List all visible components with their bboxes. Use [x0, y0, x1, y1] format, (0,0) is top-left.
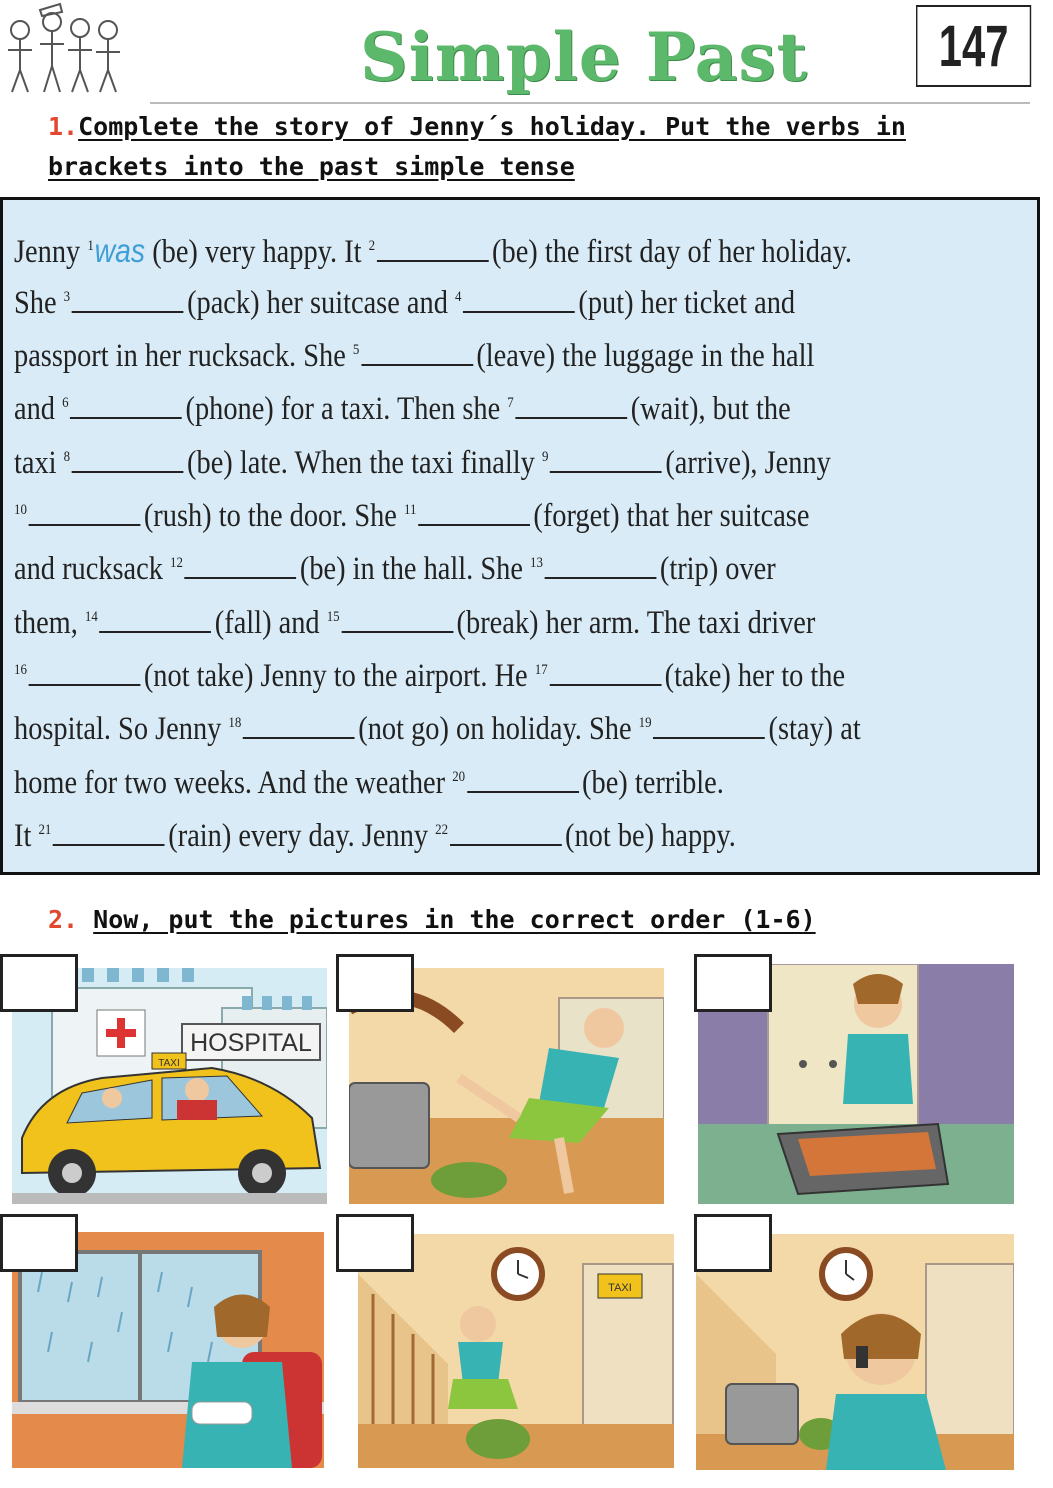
story-text: (be) late. When the taxi finally	[187, 445, 542, 481]
story-line	[14, 711, 861, 748]
exercise1-instruction-text1: Complete the story of Jenny´s holiday. Put the verbs in	[78, 112, 906, 141]
gap-number: 20	[452, 769, 466, 785]
answer-blank[interactable]	[467, 769, 579, 793]
story-text: and rucksack	[14, 551, 171, 587]
gap-number: 7	[507, 395, 514, 411]
story-text: (put) her ticket and	[578, 285, 796, 321]
story-text: (arrive), Jenny	[665, 445, 831, 481]
answer-blank[interactable]	[70, 395, 182, 419]
gap-number: 8	[63, 449, 71, 465]
story-text: (take) her to the	[664, 658, 846, 694]
order-box-1[interactable]	[0, 954, 78, 1012]
answer-blank[interactable]	[100, 609, 212, 633]
order-box-5[interactable]	[336, 1214, 414, 1272]
order-box-3[interactable]	[694, 954, 772, 1012]
header-divider	[150, 102, 1030, 104]
gap-number: 5	[352, 342, 360, 358]
gap-number: 9	[541, 449, 549, 465]
gap-number: 3	[63, 289, 71, 305]
answer-blank[interactable]	[29, 502, 141, 526]
story-text: and	[14, 391, 63, 427]
story-line	[14, 818, 736, 855]
gap-number: 11	[403, 502, 417, 518]
gap-number: 19	[638, 715, 652, 731]
story-text: Jenny	[14, 234, 88, 270]
story-line	[14, 498, 809, 535]
story-text: (phone) for a taxi. Then she	[185, 391, 508, 427]
exercise1-instruction-line1	[48, 112, 906, 141]
story-text: them,	[14, 605, 85, 641]
story-text: (rain) every day. Jenny	[168, 818, 436, 854]
hospital-sign: HOSPITAL	[190, 1029, 312, 1057]
story-text: (stay) at	[768, 711, 861, 747]
gap-number: 13	[530, 555, 543, 571]
order-box-6[interactable]	[694, 1214, 772, 1272]
story-text: (be) very happy. It	[145, 234, 369, 270]
story-line	[14, 232, 852, 271]
gap-number: 1	[87, 238, 94, 254]
exercise2-instruction	[48, 905, 816, 934]
exercise1-instruction-text2: brackets into the past simple tense	[48, 152, 575, 181]
story-text: passport in her rucksack. She	[14, 338, 353, 374]
gap-number: 18	[228, 715, 242, 731]
story-text: (trip) over	[659, 551, 776, 587]
story-text: (leave) the luggage in the hall	[476, 338, 815, 374]
exercise1-instruction-line2	[48, 152, 575, 181]
gap-number: 16	[14, 662, 27, 678]
gap-number: 14	[84, 609, 98, 625]
taxi-roof-sign: TAXI	[158, 1058, 180, 1069]
exercise2-instruction-text: Now, put the pictures in the correct order (1-6)	[93, 905, 816, 934]
answer-blank[interactable]	[550, 449, 662, 473]
gap-number: 21	[38, 822, 52, 838]
story-text: (not take) Jenny to the airport. He	[143, 658, 535, 694]
answer-blank[interactable]	[29, 662, 141, 686]
story-text: (be) the first day of her holiday.	[492, 234, 852, 270]
example-answer: was	[94, 232, 146, 269]
answer-blank[interactable]	[545, 555, 657, 579]
story-line	[14, 445, 831, 482]
story-line	[14, 551, 776, 588]
gap-number: 4	[454, 289, 462, 305]
students-group-logo	[0, 0, 130, 100]
story-text: (forget) that her suitcase	[533, 498, 810, 534]
answer-blank[interactable]	[463, 289, 575, 313]
answer-blank[interactable]	[53, 822, 165, 846]
gap-number: 17	[534, 662, 548, 678]
story-line	[14, 658, 845, 695]
gap-number: 10	[14, 502, 27, 518]
answer-blank[interactable]	[450, 822, 562, 846]
answer-blank[interactable]	[243, 715, 355, 739]
story-line	[14, 391, 791, 428]
story-text: (not be) happy.	[565, 818, 736, 854]
gap-number: 6	[62, 395, 69, 411]
story-text: home for two weeks. And the weather	[14, 765, 453, 801]
story-text: (fall) and	[214, 605, 327, 641]
door-taxi-sign: TAXI	[608, 1282, 632, 1294]
answer-blank[interactable]	[418, 502, 530, 526]
story-text: (not go) on holiday. She	[358, 711, 639, 747]
answer-blank[interactable]	[72, 289, 184, 313]
story-text: (wait), but the	[630, 391, 791, 427]
page-number-box	[916, 5, 1031, 87]
gap-number: 15	[326, 609, 340, 625]
answer-blank[interactable]	[341, 609, 453, 633]
page-title: Simple Past	[360, 18, 809, 96]
answer-blank[interactable]	[653, 715, 765, 739]
story-text: (break) her arm. The taxi driver	[456, 605, 816, 641]
gap-number: 2	[368, 238, 376, 254]
story-line	[14, 338, 814, 375]
answer-blank[interactable]	[72, 449, 184, 473]
story-text: hospital. So Jenny	[14, 711, 229, 747]
page-number: 147	[938, 13, 1009, 79]
story-text: taxi	[14, 445, 64, 481]
order-box-2[interactable]	[336, 954, 414, 1012]
story-text: (be) in the hall. She	[299, 551, 531, 587]
story-text: She	[14, 285, 64, 321]
answer-blank[interactable]	[361, 342, 473, 366]
exercise1-number: 1.	[48, 112, 79, 141]
answer-blank[interactable]	[377, 238, 489, 262]
gap-number: 22	[435, 822, 449, 838]
exercise2-number: 2.	[48, 905, 79, 934]
gap-number: 12	[170, 555, 183, 571]
story-line	[14, 285, 795, 322]
story-text: (rush) to the door. She	[143, 498, 404, 534]
answer-blank[interactable]	[549, 662, 661, 686]
order-box-4[interactable]	[0, 1214, 78, 1272]
story-text: It	[14, 818, 39, 854]
story-text: (be) terrible.	[582, 765, 724, 801]
story-line	[14, 605, 815, 642]
answer-blank[interactable]	[515, 395, 627, 419]
story-line	[14, 765, 724, 802]
story-text: (pack) her suitcase and	[187, 285, 455, 321]
answer-blank[interactable]	[185, 555, 297, 579]
